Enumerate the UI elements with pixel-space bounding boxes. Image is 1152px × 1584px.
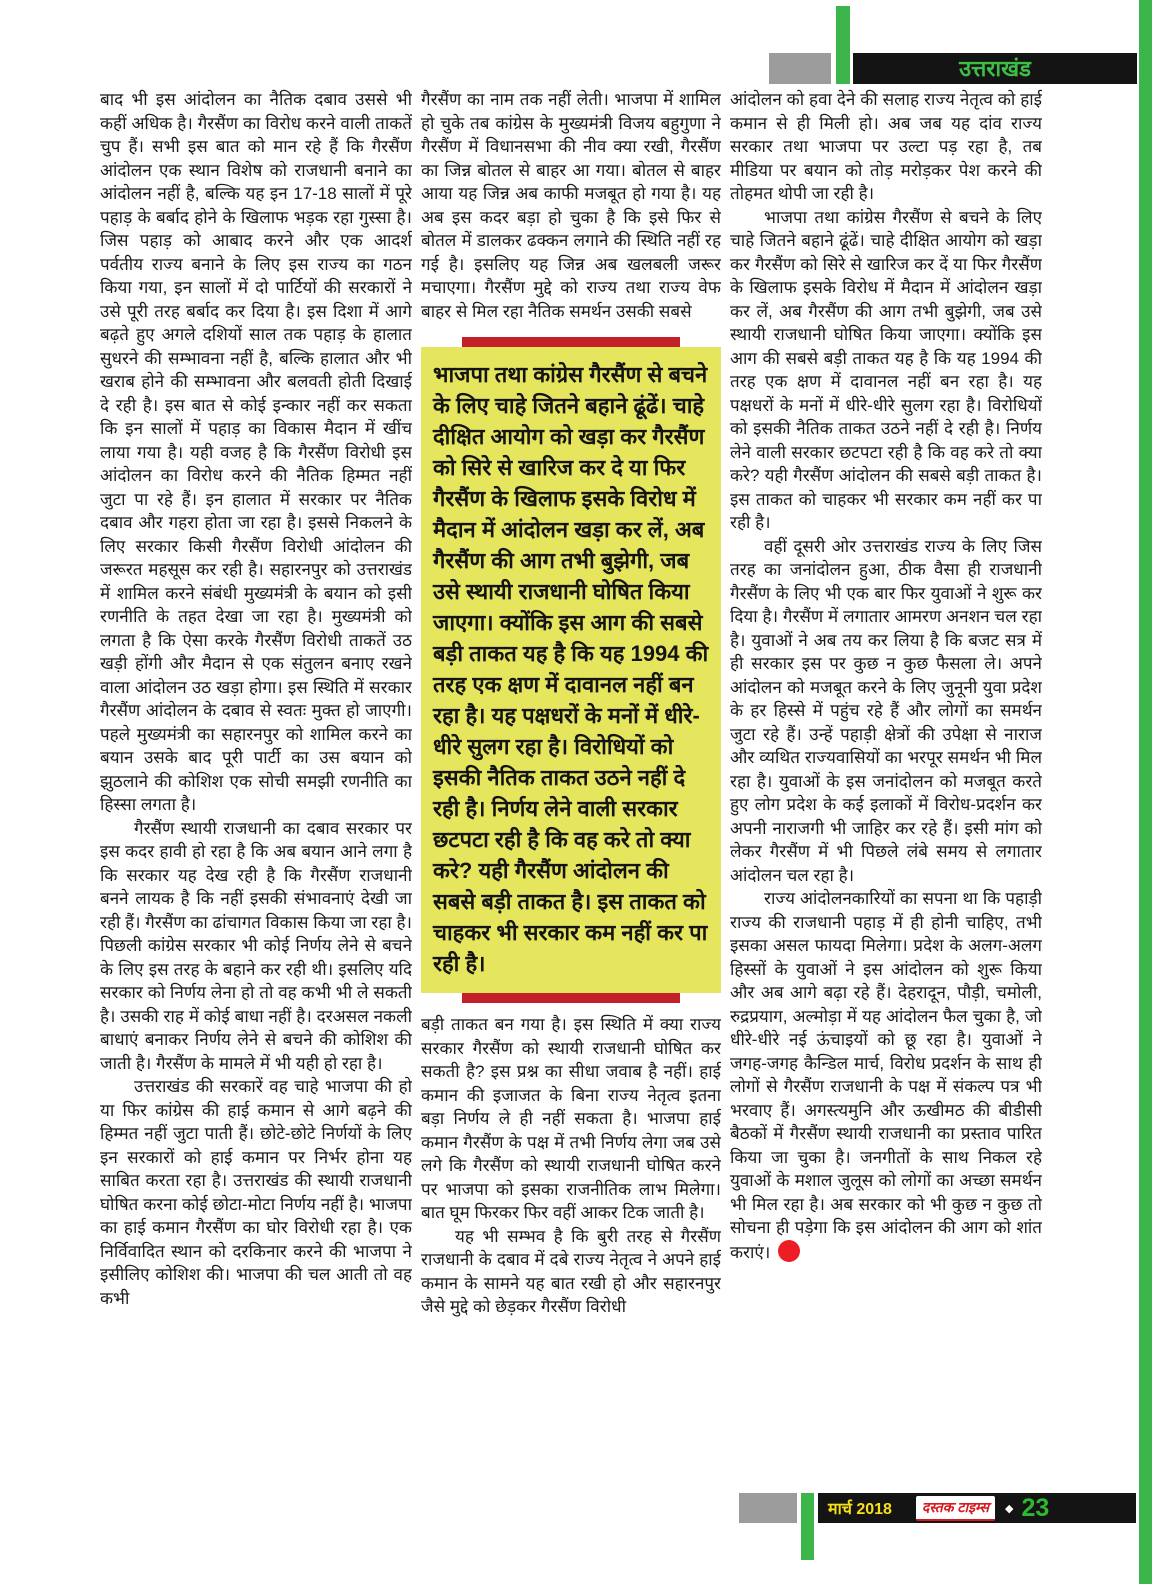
- paragraph: आंदोलन को हवा देने की सलाह राज्य नेतृत्व को हाई कमान से ही मिली हो। अब जब यह दांव राज्य सरकार तथा भाजपा पर उल्टा पड़ रहा है, तब मीडिया पर बयान को तोड़ मरोड़कर पेश करने की तोहमत थोपी जा रही है।: [730, 90, 1042, 203]
- paragraph: गैरसैंण का नाम तक नहीं लेती। भाजपा में शामिल हो चुके तब कांग्रेस के मुख्यमंत्री विजय बहुगुणा ने गैरसैंण में विधानसभा की नीव क्या रखी, गैरसैंण का जिन्न बोतल से बाहर आ गया। बोतल से बाहर आया यह जिन्न अब काफी मजबूत हो गया है। यह अब इस कदर बड़ा हो चुका है कि इसे फिर से बोतल में डालकर ढक्कन लगाने की स्थिति नहीं रह गई है। इसलिए यह जिन्न अब खलबली जरूर मचाएगा। गैरसैंण मुद्दे को राज्य तथा राज्य वेफ बाहर से मिल रहा नैतिक समर्थन उसकी सबसे: [421, 90, 721, 321]
- article-end-dot-icon: [778, 1240, 800, 1262]
- header-green-accent-bar: [836, 6, 850, 84]
- article-column-2: [421, 88, 721, 1486]
- paragraph: [730, 887, 1042, 1264]
- paragraph: उत्तराखंड की सरकारें वह चाहे भाजपा की हो या फिर कांग्रेस की हाई कमान से आगे बढ़ने की हिम्मत नहीं जुटा पाती हैं। छोटे-छोटे निर्णयों के लिए इन सरकारों को हाई कमान पर निर्भर होना यह साबित करता रहा है। उत्तराखंड की स्थायी राजधानी घोषित करना कोई छोटा-मोटा निर्णय नहीं है। भाजपा का हाई कमान गैरसैंण का घोर विरोधी रहा है। एक निर्विवादित स्थान को दरकिनार करने की भाजपा ने इसीलिए कोशिश की। भाजपा की चल आती तो वह कभी: [100, 1077, 412, 1308]
- article-column-3: [730, 88, 1042, 1486]
- footer-gray-block: [739, 1493, 797, 1523]
- article-column-1: [100, 88, 412, 1486]
- paragraph: यह भी सम्भव है कि बुरी तरह से गैरसैंण राजधानी के दबाव में दबे राज्य नेतृत्व ने अपने हाई कमान के सामने यह बात रखी हो और सहारनपुर जैसे मुद्दे को छेड़कर गैरसैंण विरोधी: [421, 1226, 721, 1316]
- pull-quote: भाजपा तथा कांग्रेस गैरसैंण से बचने के लिए चाहे जितने बहाने ढूंढें। चाहे दीक्षित आयोग को खड़ा कर गैरसैंण को सिरे से खारिज कर दे या फिर गैरसैंण के खिलाफ इसके विरोध में मैदान में आंदोलन खड़ा कर लें, अब गैरसैंण की आग तभी बुझेगी, जब उसे स्थायी राजधानी घोषित किया जाएगा। क्योंकि इस आग की सबसे बड़ी ताकत यह है कि यह 1994 की तरह एक क्षण में दावानल नहीं बन रहा है। यह पक्षधरों के मनों में धीरे-धीरे सुलग रहा है। विरोधियों को इसकी नैतिक ताकत उठने नहीं दे रही है। निर्णय लेने वाली सरकार छटपटा रही है कि वह करे तो क्या करे? यही गैरसैंण आंदोलन की सबसे बड़ी ताकत है। इस ताकत को चाहकर भी सरकार कम नहीं कर पा रही है।: [421, 347, 721, 993]
- paragraph: बाद भी इस आंदोलन का नैतिक दबाव उससे भी कहीं अधिक है। गैरसैंण का विरोध करने वाली ताकतें चुप हैं। सभी इस बात को मान रहे हैं कि गैरसैंण आंदोलन एक स्थान विशेष को राजधानी बनाने का आंदोलन नहीं है, बल्कि यह इन 17-18 सालों में पूरे पहाड़ के बर्बाद होने के खिलाफ भड़क रहा गुस्सा है। जिस पहाड़ को आबाद करने और एक आदर्श पर्वतीय राज्य बनाने के लिए इस राज्य का गठन किया गया, इन सालों में दो पार्टियों की सरकारों ने उसे पूरी तरह बर्बाद कर दिया है। इस दिशा में आगे बढ़ते हुए अगले दशियों साल तक पहाड़ के हालात सुधरने की सम्भावना नहीं है, बल्कि हालात और भी खराब होने की सम्भावना और बलवती होती दिखाई दे रही है। इस बात से कोई इन्कार नहीं कर सकता कि इन सालों में पहाड़ का विकास मैदान में खींच लाया गया है। यही वजह है कि गैरसैंण विरोधी इस आंदोलन का विरोध करने की नैतिक हिम्मत नहीं जुटा पा रहे हैं। इन हालात में सरकार पर नैतिक दबाव और गहरा होता जा रहा है। इससे निकलने के लिए सरकार किसी गैरसैंण विरोधी आंदोलन की जरूरत महसूस कर रही है। सहारनपुर को उत्तराखंड में शामिल करने संबंधी मुख्यमंत्री के बयान को इसी रणनीति के तहत देखा जा रहा है। मुख्यमंत्री को लगता है कि ऐसा करके गैरसैंण विरोधी ताकतें उठ खड़ी होंगी और मैदान से एक संतुलन बनाए रखने वाला आंदोलन उठ खड़ा होगा। इस स्थिति में सरकार गैरसैंण आंदोलन के दबाव से स्वतः मुक्त हो जाएगी। पहले मुख्यमंत्री का सहारनपुर को शामिल करने का बयान उसके बाद पूरी पार्टी का उस बयान को झुठलाने की कोशिश एक सोची समझी रणनीति का हिस्सा लगता है।: [100, 90, 412, 814]
- footer-bar: [818, 1493, 1136, 1523]
- pullquote-red-divider-bottom: [462, 993, 680, 1003]
- paragraph: वहीं दूसरी ओर उत्तराखंड राज्य के लिए जिस तरह का जनांदोलन हुआ, ठीक वैसा ही राजधानी गैरसैंण के लिए भी एक बार फिर युवाओं ने शुरू कर दिया है। गैरसैंण में लगातार आमरण अनशन चल रहा है। युवाओं ने अब तय कर लिया है कि बजट सत्र में ही सरकार इस पर कुछ न कुछ फैसला ले। अपने आंदोलन को मजबूत करने के लिए जुनूनी युवा प्रदेश के हर हिस्से में पहुंच रहे हैं और लोगों का समर्थन जुटा रहे हैं। उन्हें पहाड़ी क्षेत्रों की उपेक्षा से नाराज और व्यथित राज्यवासियों का भरपूर समर्थन भी मिल रहा है। युवाओं के इस जनांदोलन को मजबूत करते हुए लोग प्रदेश के कई इलाकों में विरोध-प्रदर्शन कर अपनी नाराजगी भी जाहिर कर रहे हैं। इसी मांग को लेकर गैरसैंण में भी पिछले लंबे समय से लगातार आंदोलन चल रहा है।: [730, 536, 1042, 885]
- section-header-bar: [853, 53, 1137, 84]
- paragraph: भाजपा तथा कांग्रेस गैरसैंण से बचने के लिए चाहे जितने बहाने ढूंढें। चाहे दीक्षित आयोग को खड़ा कर गैरसैंण को सिरे से खारिज कर दें या फिर गैरसैंण के खिलाफ इसके विरोध में मैदान में आंदोलन खड़ा कर लें, अब गैरसैंण की आग तभी बुझेगी, जब उसे स्थायी राजधानी घोषित किया जाएगा। क्योंकि इस आग की सबसे बड़ी ताकत यह है कि यह 1994 की तरह एक क्षण में दावानल नहीं बन रहा है। यह पक्षधरों के मनों में धीरे-धीरे सुलग रहा है। विरोधियों को इसकी नैतिक ताकत उठने नहीं दे रही है। निर्णय लेने वाली सरकार छटपटा रही है कि वह करे तो क्या करे? यही गैरसैंण आंदोलन की सबसे बड़ी ताकत है। इस ताकत को चाहकर भी सरकार कम नहीं कर पा रही है।: [730, 207, 1042, 532]
- header-gray-block: [769, 53, 831, 84]
- page-edge-strip: [1139, 0, 1152, 1584]
- issue-month: मार्च 2018: [828, 1501, 892, 1518]
- article-body: [100, 88, 1048, 1486]
- section-title: उत्तराखंड: [959, 55, 1031, 81]
- paragraph: बड़ी ताकत बन गया है। इस स्थिति में क्या राज्य सरकार गैरसैंण को स्थायी राजधानी घोषित कर सकती है? इस प्रश्न का सीधा जवाब है नहीं। हाई कमान की इजाजत के बिना राज्य नेतृत्व इतना बड़ा निर्णय ले ही नहीं सकता है। भाजपा हाई कमान गैरसैंण के पक्ष में तभी निर्णय लेगा जब उसे लगे कि गैरसैंण को स्थायी राजधानी घोषित करने पर भाजपा को इसका राजनीतिक लाभ मिलेगा। बात घूम फिरकर फिर वहीं आकर टिक जाती है।: [421, 1015, 721, 1222]
- paragraph: गैरसैंण स्थायी राजधानी का दबाव सरकार पर इस कदर हावी हो रहा है कि अब बयान आने लगा है कि सरकार यह देख रही है कि गैरसैंण राजधानी बनने लायक है कि नहीं इसकी संभावनाएं देखी जा रही हैं। गैरसैंण का ढांचागत विकास किया जा रहा है। पिछली कांग्रेस सरकार भी कोई निर्णय लेने से बचने के लिए इस तरह के बहाने कर रही थी। इसलिए यदि सरकार को निर्णय लेना हो तो वह कभी भी ले सकती है। उसकी राह में कोई बाधा नहीं है। दरअसल नकली बाधाएं बनाकर निर्णय लेने से बचने की कोशिश की जाती है। गैरसैंण के मामले में भी यही हो रहा है।: [100, 818, 412, 1073]
- paragraph-text: राज्य आंदोलनकारियों का सपना था कि पहाड़ी राज्य की राजधानी पहाड़ में ही होनी चाहिए, तभी इसका असल फायदा मिलेगा। प्रदेश के अलग-अलग हिस्सों के युवाओं ने इस आंदोलन को शुरू किया और अब आगे बढ़ा रहे हैं। देहरादून, पौड़ी, चमोली, रुद्रप्रयाग, अल्मोड़ा में यह आंदोलन फैल चुका है, जो धीरे-धीरे नई ऊंचाइयों को छू रहा है। युवाओं ने जगह-जगह कैन्डिल मार्च, विरोध प्रदर्शन के साथ ही लोगों से गैरसैंण राजधानी के पक्ष में संकल्प पत्र भी भरवाए हैं। अगस्त्यमुनि और ऊखीमठ की बीडीसी बैठकों में गैरसैंण स्थायी राजधानी का प्रस्ताव पारित किया जा चुका है। जनगीतों के साथ निकल रहे युवाओं के मशाल जुलूस को लोगों का अच्छा समर्थन भी मिल रहा है। अब सरकार को भी कुछ न कुछ तो सोचना ही पड़ेगा कि इस आंदोलन की आग को शांत कराएं।: [730, 889, 1042, 1262]
- pullquote-red-divider-top: [462, 337, 680, 347]
- magazine-logo: दस्तक टाइम्स: [916, 1496, 995, 1521]
- diamond-icon: ◆: [1005, 1502, 1014, 1515]
- page-number: 23: [1021, 1493, 1050, 1522]
- footer-green-accent-bar: [801, 1493, 814, 1560]
